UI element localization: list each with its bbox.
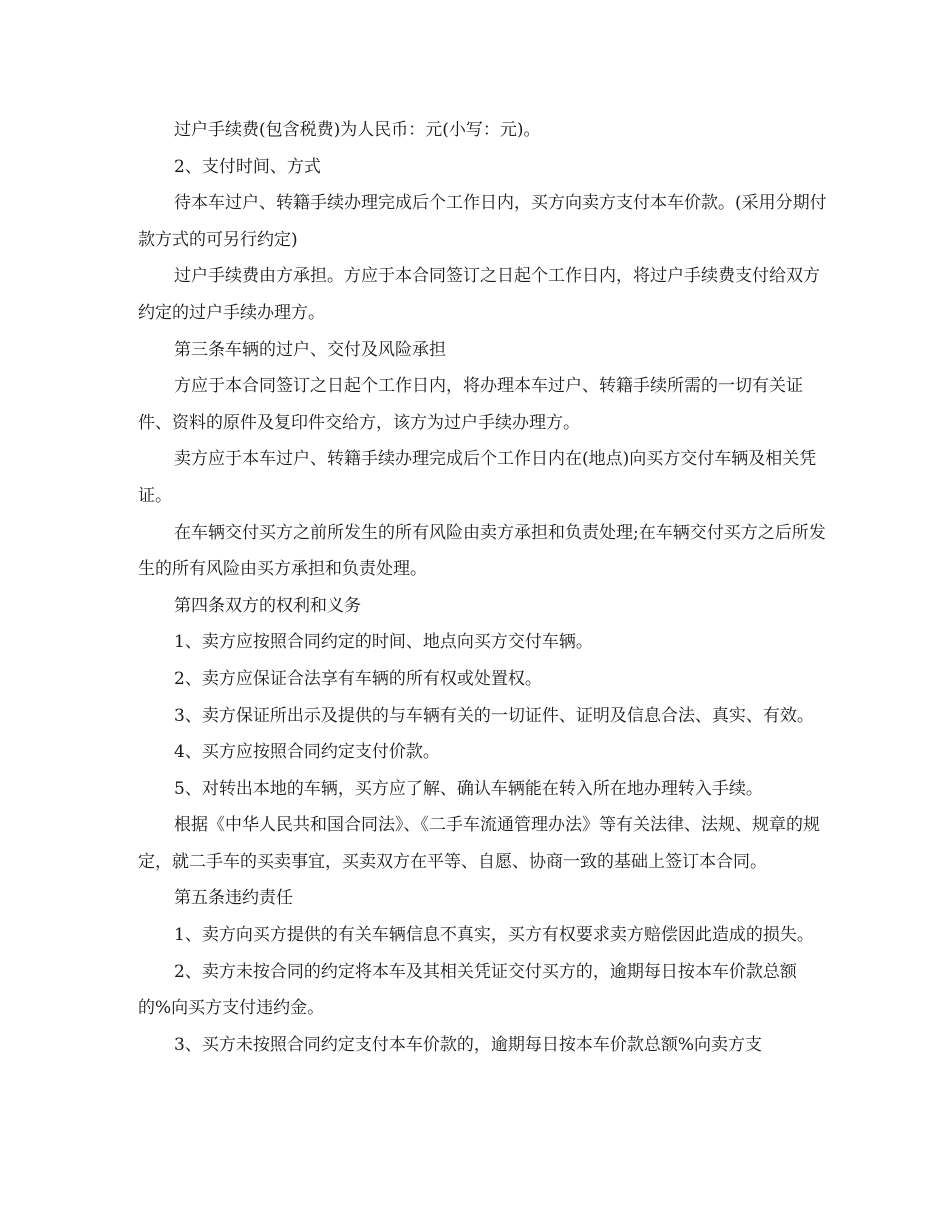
section-heading-article-5: 第五条违约责任: [174, 888, 293, 909]
paragraph-legal-basis: 根据《中华人民共和国合同法》、《二手车流通管理办法》等有关法律、法规、规章的规定，就二手车的买卖事宜，买卖双方在平等、自愿、协商一致的基础上签订本合同。: [138, 815, 820, 872]
section-heading-article-4: 第四条双方的权利和义务: [174, 595, 361, 616]
paragraph-transfer-fee: 过户手续费(包含税费)为人民币：元(小写：元)。: [174, 120, 541, 140]
paragraph-risk: 在车辆交付买方之前所发生的所有风险由卖方承担和负责处理;在车辆交付买方之后所发生的所有风险由买方承担和负责处理。: [138, 522, 826, 580]
list-item-obligation-3: 3、卖方保证所出示及提供的与车辆有关的一切证件、证明及信息合法、真实、有效。: [174, 705, 814, 726]
list-item-obligation-4: 4、买方应按照合同约定支付价款。: [174, 742, 440, 763]
list-item-obligation-2: 2、卖方应保证合法享有车辆的所有权或处置权。: [174, 668, 542, 689]
paragraph-documents-handover: 方应于本合同签订之日起个工作日内，将办理本车过户、转籍手续所需的一切有关证件、资料的原件及复印件交给方，该方为过户手续办理方。: [138, 376, 803, 433]
list-item-obligation-1: 1、卖方应按照合同约定的时间、地点向买方交付车辆。: [174, 632, 593, 653]
paragraph-payment-heading: 2、支付时间、方式: [174, 156, 321, 177]
document-body: [138, 112, 828, 1063]
list-item-obligation-5: 5、对转出本地的车辆，买方应了解、确认车辆能在转入所在地办理转入手续。: [174, 778, 763, 799]
paragraph-vehicle-delivery: 卖方应于本车过户、转籍手续办理完成后个工作日内在(地点)向买方交付车辆及相关凭证。: [138, 449, 817, 506]
paragraph-payment-terms: 待本车过户、转籍手续办理完成后个工作日内，买方向卖方支付本车价款。(采用分期付款方式的可另行约定): [138, 193, 827, 250]
list-item-liability-2: 2、卖方未按合同的约定将本车及其相关凭证交付买方的，逾期每日按本车价款总额的%向买方支付违约金。: [138, 961, 797, 1019]
paragraph-fee-bearer: 过户手续费由方承担。方应于本合同签订之日起个工作日内，将过户手续费支付给双方约定的过户手续办理方。: [138, 266, 820, 323]
list-item-liability-1: 1、卖方向买方提供的有关车辆信息不真实，买方有权要求卖方赔偿因此造成的损失。: [174, 925, 814, 946]
list-item-liability-3: 3、买方未按照合同约定支付本车价款的，逾期每日按本车价款总额%向卖方支: [174, 1034, 762, 1055]
section-heading-article-3: 第三条车辆的过户、交付及风险承担: [174, 339, 446, 360]
